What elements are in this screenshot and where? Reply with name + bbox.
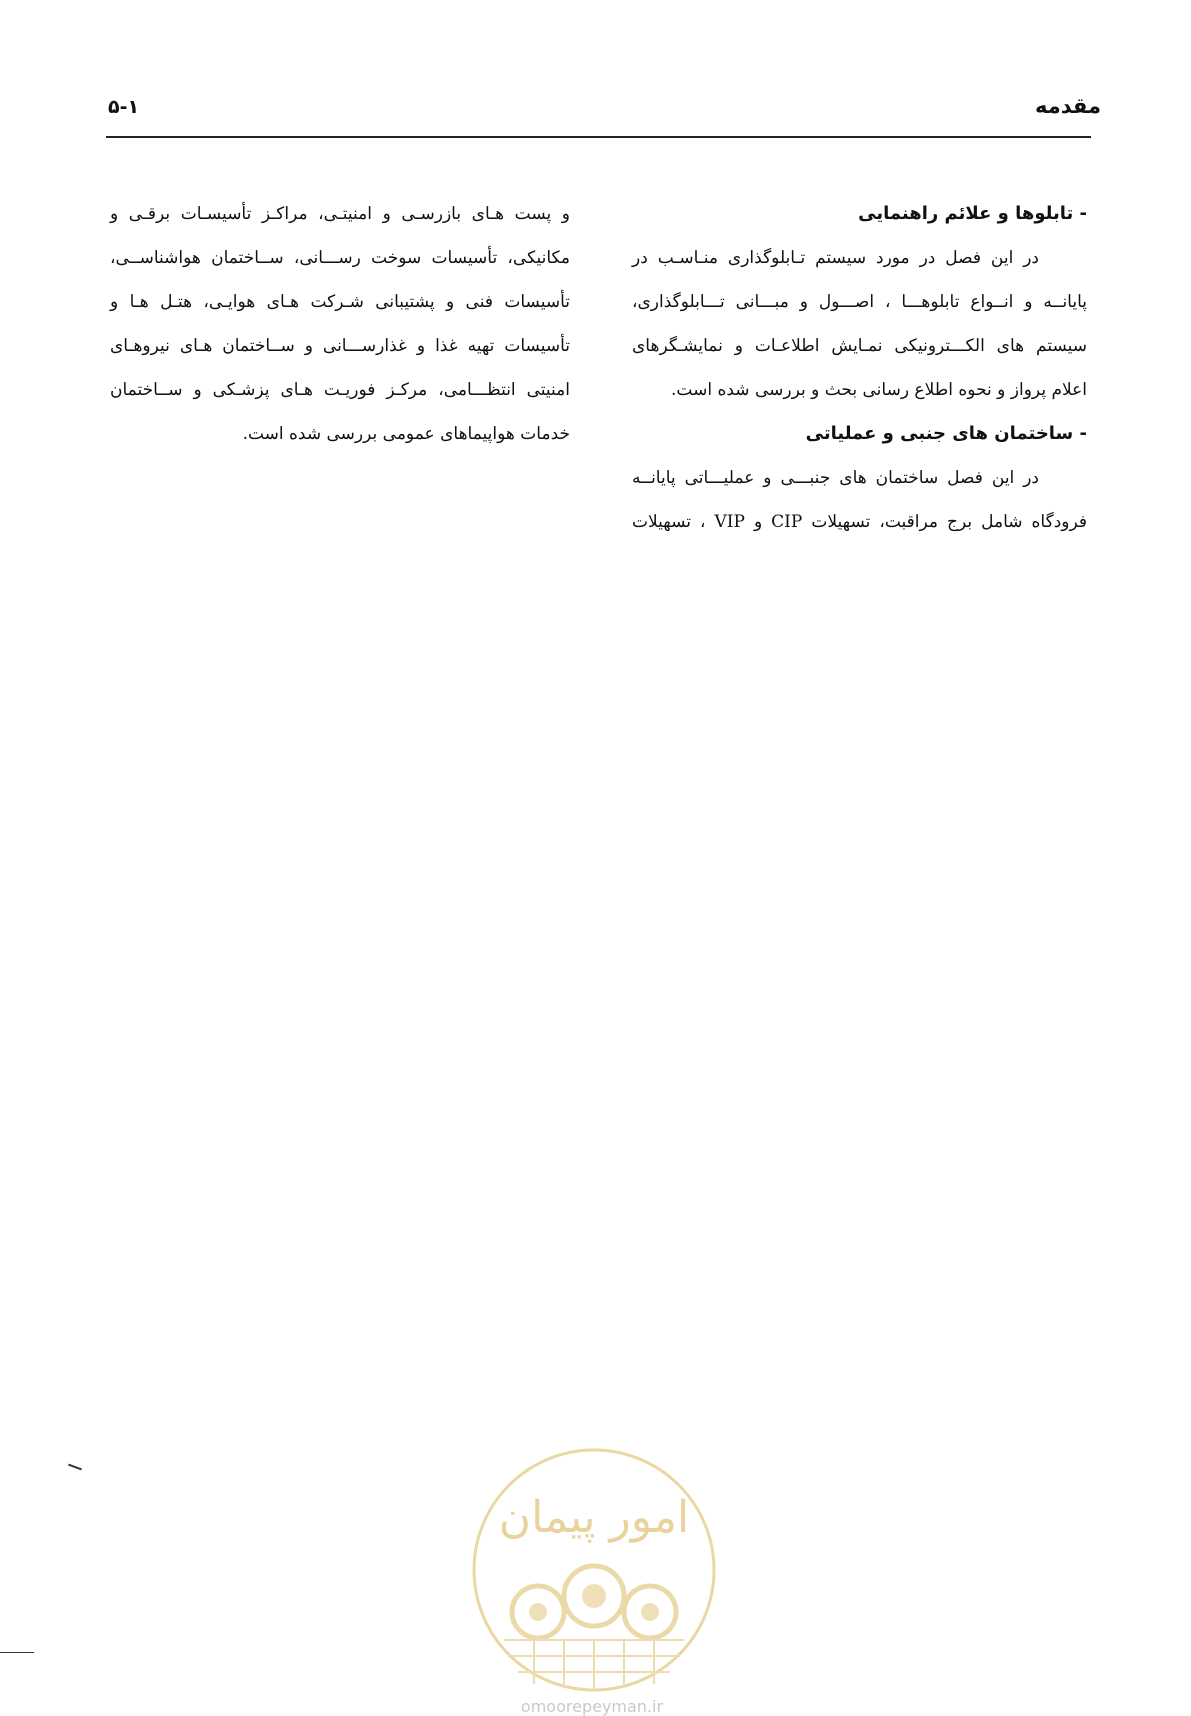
paragraph-line: فرودگاه شامل برج مراقبت، تسهیلات CIP و VIP ، تسهیلات <box>632 512 1087 532</box>
paragraph-line: خدمات هواپیماهای عمومی بررسی شده است. <box>242 424 570 444</box>
watermark-logo <box>468 1444 720 1696</box>
paragraph-line: سیستم های الکـــترونیکی نمـایش اطلاعـات و نمایشـگرهای <box>632 336 1087 356</box>
paragraph-line: و پست هـای بازرسـی و امنیتـی، مراکـز تأسیسـات برقـی و <box>110 204 570 224</box>
paragraph-line: تأسیسات تهیه غذا و غذارســـانی و ســاختمان هـای نیروهـای <box>110 336 570 356</box>
scan-artifact <box>0 1652 34 1653</box>
watermark-logo-text: امور پیمان <box>498 1492 690 1543</box>
paragraph-line: اعلام پرواز و نحوه اطلاع رسانی بحث و بررسی شده است. <box>671 380 1087 400</box>
paragraph-line: تأسیسات فنی و پشتیبانی شـرکت هـای هوایـی، هتـل هـا و <box>110 292 570 312</box>
scan-artifact <box>68 1464 82 1471</box>
section-heading-ancillary-buildings: - ساختمان های جنبی و عملیاتی <box>805 423 1087 444</box>
paragraph-line: مکانیکی، تأسیسات سوخت رســـانی، ســاختمان هواشناســی، <box>110 248 570 268</box>
paragraph-line: امنیتی انتظـــامی، مرکـز فوریـت هـای پزشـکی و ســاختمان <box>110 380 570 400</box>
paragraph-line: در این فصل ساختمان های جنبـــی و عملیـــاتی پایانــه <box>632 468 1039 488</box>
paragraph-line: پایانــه و انــواع تابلوهـــا ، اصـــول و مبـــانی تـــابلوگذاری، <box>632 292 1087 312</box>
paragraph-line: در این فصل در مورد سیستم تـابلوگذاری منـاسـب در <box>632 248 1039 268</box>
left-column <box>110 192 570 456</box>
header-divider <box>106 136 1091 138</box>
section-heading-signage: - تابلوها و علائم راهنمایی <box>858 203 1087 224</box>
page-number: ۵-۱ <box>108 96 140 118</box>
chapter-title: مقدمه <box>1035 94 1101 118</box>
right-column <box>632 192 1087 544</box>
watermark-url: omoorepeyman.ir <box>520 1697 664 1716</box>
